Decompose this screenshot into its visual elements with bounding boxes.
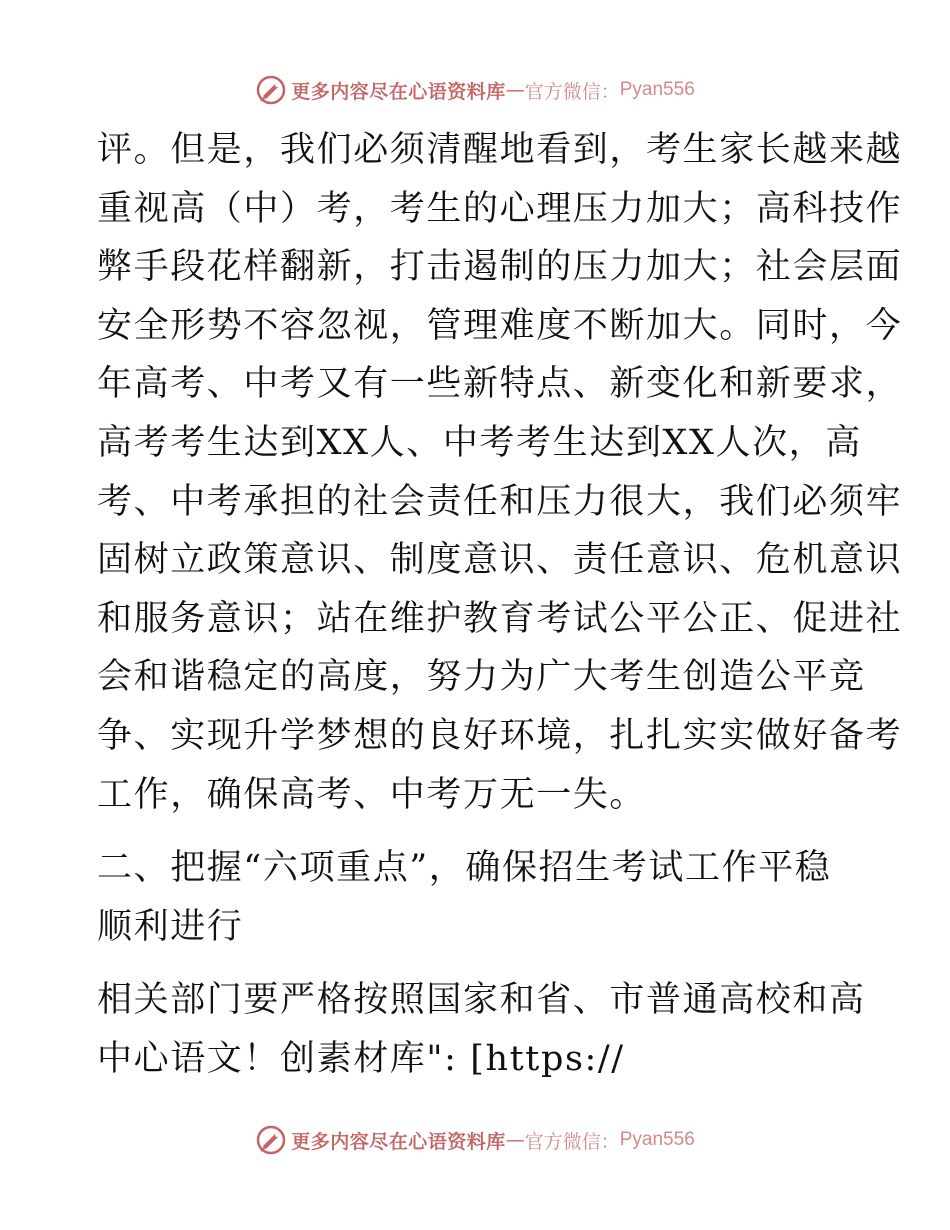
- text-line: 评。但是，我们必须清醒地看到，考生家长越来越: [97, 130, 903, 170]
- text-line: 工作，确保高考、中考万无一失。: [97, 774, 647, 815]
- section-heading: [97, 839, 857, 956]
- text-line: 年高考、中考又有一些新特点、新变化和新要求，: [97, 364, 903, 405]
- heading-line: 顺利进行: [97, 906, 244, 947]
- watermark-separator: —: [505, 79, 525, 101]
- text-line: 高考考生达到XX人、中考考生达到XX人次，高: [97, 422, 862, 463]
- text-line: 和服务意识；站在维护教育考试公平公正、促进社: [97, 598, 903, 639]
- watermark-wechat-label: 官方微信：: [524, 80, 620, 103]
- text-line: 相关部门要严格按照国家和省、市普通高校和高: [97, 980, 866, 1021]
- watermark-wechat-label: 官方微信：: [524, 1130, 620, 1153]
- text-line: 考、中考承担的社会责任和压力很大，我们必须牢: [97, 481, 903, 522]
- text-line: 弊手段花样翻新，打击遏制的压力加大；社会层面: [97, 247, 903, 288]
- text-line: 中心语文！创素材库": [https://: [97, 1038, 625, 1079]
- watermark-main-text: 更多内容尽在心语资料库: [291, 80, 506, 103]
- paragraph-continued: [97, 971, 866, 1088]
- text-line: 固树立政策意识、制度意识、责任意识、危机意识: [97, 540, 903, 581]
- header-watermark: [0, 70, 950, 110]
- heading-line: 二、把握“六项重点”，确保招生考试工作平稳: [97, 848, 832, 889]
- pen-nib-logo-icon: [255, 74, 287, 106]
- watermark-wechat-id: Pyan556: [619, 79, 695, 100]
- document-body: [97, 121, 903, 1089]
- footer-watermark: [0, 1120, 950, 1160]
- watermark-main-text: 更多内容尽在心语资料库: [291, 1130, 506, 1153]
- text-line: 争、实现升学梦想的良好环境，扎扎实实做好备考: [97, 715, 903, 756]
- text-line: 重视高（中）考，考生的心理压力加大；高科技作: [97, 188, 903, 229]
- pen-nib-logo-icon: [255, 1124, 287, 1156]
- text-line: 安全形势不容忽视，管理难度不断加大。同时，今: [97, 305, 903, 346]
- watermark-separator: —: [505, 1129, 525, 1151]
- paragraph-main: [97, 121, 903, 824]
- text-line: 会和谐稳定的高度，努力为广大考生创造公平竞: [97, 657, 866, 698]
- watermark-wechat-id: Pyan556: [619, 1129, 695, 1150]
